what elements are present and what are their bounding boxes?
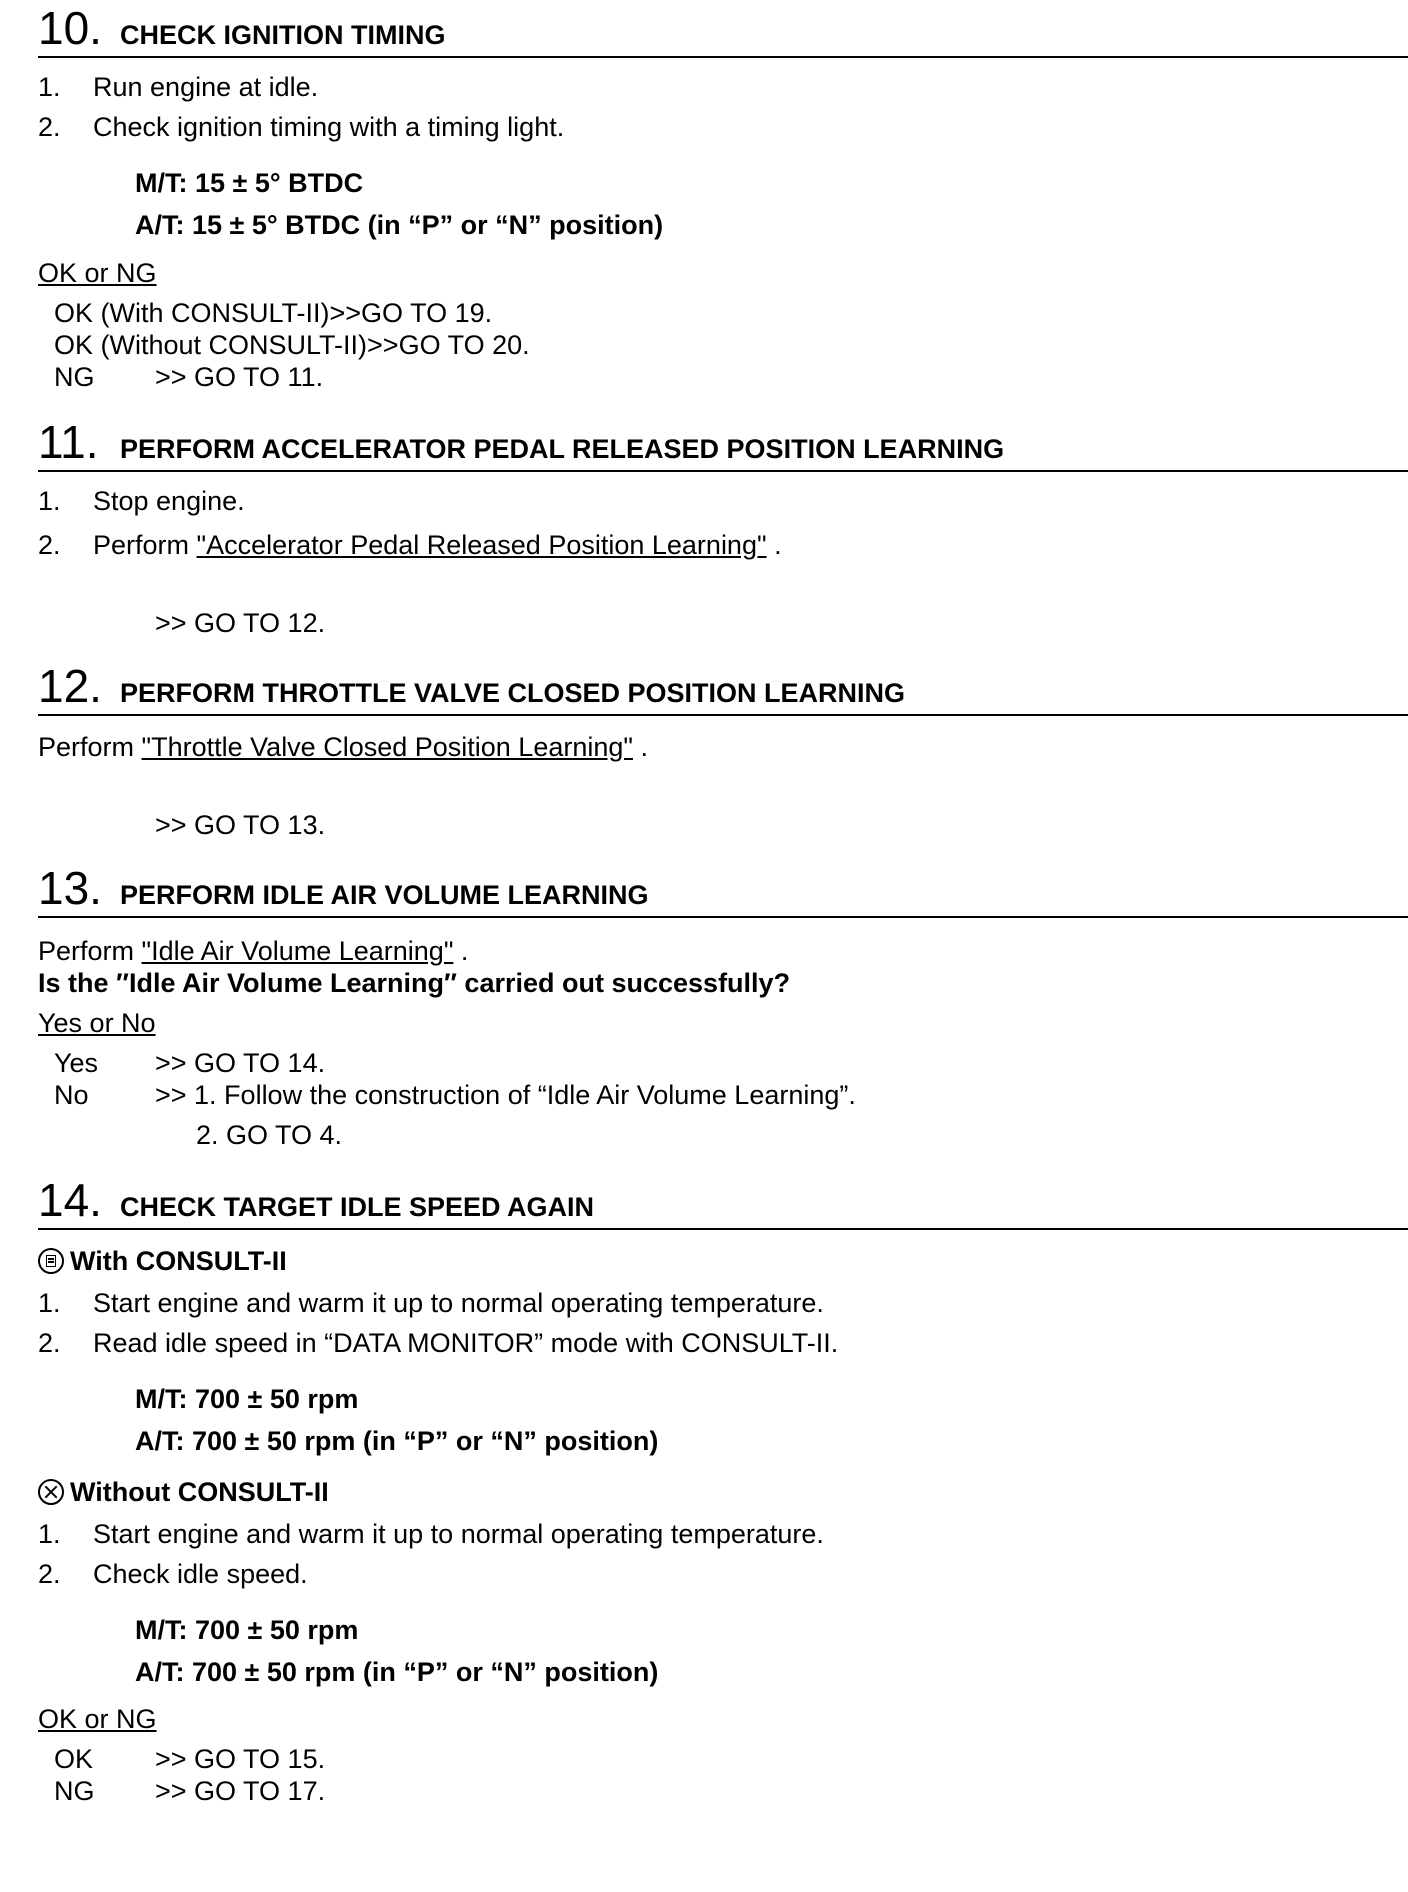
service-manual-page: 10. CHECK IGNITION TIMING 1. Run engine at idle. 2. Check ignition timing with a timing light. M/T: 15 ± 5° BTDC A/T: 15 ± 5° BTDC (in “P” or “N” position) OK or NG OK (With CONSULT-II)>>GO TO 19. OK (Without CONSULT-II)>>GO TO 20. NG >> GO TO 11. 11. PERFORM ACCELERATOR PEDAL RELEASED POSITION LEARNING 1. Stop engine. 2. Perform "Accelerator Pedal Released Position Learning" . >> GO TO 12. 12. PERFORM THROTTLE VALVE CLOSED POSITION LEARNING Perform "Throttle Valve Closed Position Learning" . >> GO TO 13. 13. PERFORM IDLE AIR VOLUME LEARNING Perform "Idle Air Volume Learning" . Is the ″Idle Air Volume Learning″ carried out successfully? Yes or No Yes >> GO TO 14. No >> 1. Follow the construction of “Idle Air Volume Learning”. 2. GO TO 4. 14. CHECK TARGET IDLE SPEED AGAIN With CONSULT-II 1. Start engine and warm it up to normal operating temperature. 2. Read idle speed in “DATA MONITOR” mode with CONSULT-II. M/T: 700 ± 50 rpm A/T: 700 ± 50 rpm (in “P” or “N” position) Without CONSULT-II 1. Start engine and warm it up to normal operating temperature. 2. Check idle speed. M/T: 700 ± 50 rpm A/T: 700 ± 50 rpm (in “P” or “N” position) OK or NG OK >> GO TO 15. NG >> GO TO 17. bbox=[0, 0, 1408, 1892]
divider bbox=[38, 56, 1408, 58]
step-10-header bbox=[38, 2, 1408, 58]
divider bbox=[38, 470, 1408, 472]
divider bbox=[38, 916, 1408, 918]
question: Is the ″Idle Air Volume Learning″ carried out successfully? bbox=[38, 968, 791, 998]
step-title: PERFORM THROTTLE VALVE CLOSED POSITION LEARNING bbox=[120, 678, 906, 708]
with-consult-heading: With CONSULT-II bbox=[38, 1246, 287, 1276]
spec-mt: M/T: 700 ± 50 rpm bbox=[135, 1615, 359, 1645]
result-label: Yes or No bbox=[38, 1008, 156, 1038]
result-label: OK or NG bbox=[38, 258, 157, 288]
step-title: CHECK TARGET IDLE SPEED AGAIN bbox=[120, 1192, 595, 1222]
accelerator-pedal-learning-link[interactable]: "Accelerator Pedal Released Position Learning" bbox=[196, 530, 767, 560]
idle-air-volume-learning-link[interactable]: "Idle Air Volume Learning" bbox=[141, 936, 454, 966]
step-title: CHECK IGNITION TIMING bbox=[120, 20, 446, 50]
consult-icon bbox=[38, 1248, 64, 1274]
instruction: Perform "Throttle Valve Closed Position Learning" . bbox=[38, 732, 649, 762]
step-11-header bbox=[38, 416, 1408, 472]
step-14-header bbox=[38, 1174, 1408, 1230]
step-number: 12. bbox=[38, 660, 102, 712]
step-13-header bbox=[38, 862, 1408, 918]
no-consult-icon bbox=[38, 1479, 64, 1505]
spec-at: A/T: 700 ± 50 rpm (in “P” or “N” position) bbox=[135, 1657, 659, 1687]
spec-mt: M/T: 700 ± 50 rpm bbox=[135, 1384, 359, 1414]
without-consult-heading: Without CONSULT-II bbox=[38, 1477, 329, 1507]
spec-at: A/T: 15 ± 5° BTDC (in “P” or “N” position) bbox=[135, 210, 664, 240]
step-number: 13. bbox=[38, 862, 102, 914]
divider bbox=[38, 1228, 1408, 1230]
divider bbox=[38, 714, 1408, 716]
spec-mt: M/T: 15 ± 5° BTDC bbox=[135, 168, 364, 198]
goto-text: >> GO TO 12. bbox=[155, 608, 326, 638]
step-title: PERFORM ACCELERATOR PEDAL RELEASED POSITION LEARNING bbox=[120, 434, 1005, 464]
instruction: Perform "Idle Air Volume Learning" . bbox=[38, 936, 469, 966]
step-12-header bbox=[38, 660, 1408, 716]
step-number: 11. bbox=[38, 416, 99, 468]
step-number: 14. bbox=[38, 1174, 102, 1226]
spec-at: A/T: 700 ± 50 rpm (in “P” or “N” position) bbox=[135, 1426, 659, 1456]
step-number: 10. bbox=[38, 2, 102, 54]
goto-text: >> GO TO 13. bbox=[155, 810, 326, 840]
throttle-valve-learning-link[interactable]: "Throttle Valve Closed Position Learning" bbox=[141, 732, 633, 762]
step-title: PERFORM IDLE AIR VOLUME LEARNING bbox=[120, 880, 649, 910]
result-label: OK or NG bbox=[38, 1704, 157, 1734]
